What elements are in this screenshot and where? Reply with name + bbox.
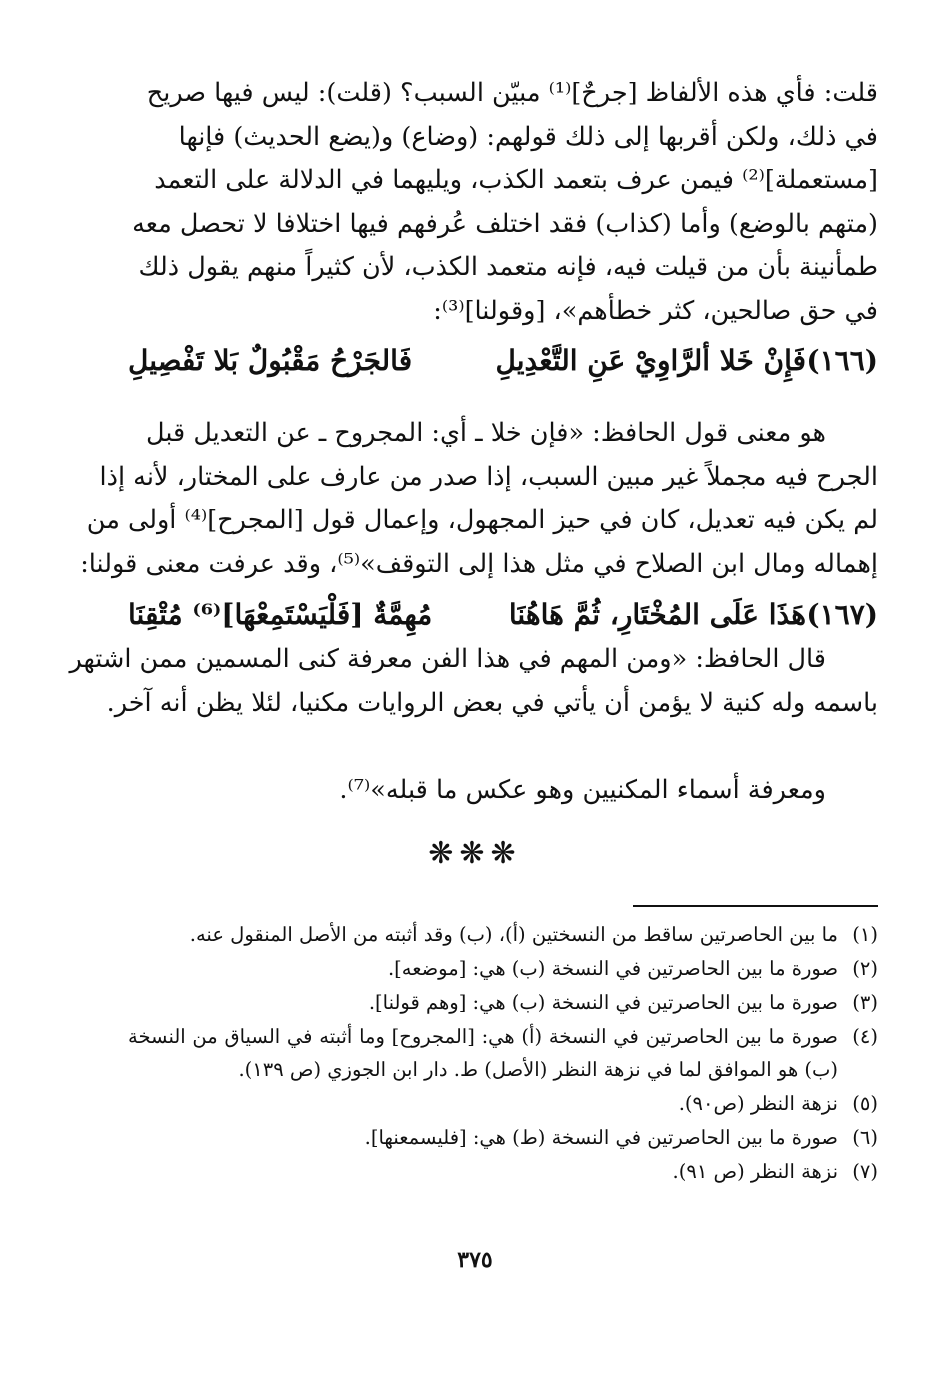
footnote-divider	[633, 905, 878, 907]
footnote-number: (٣)	[852, 991, 878, 1014]
text-line: الجرح فيه مجملاً غير مبين السبب، إذا صدر من عارف على المختار، لأنه إذا	[99, 461, 878, 492]
text-line: طمأنينة بأن من قيلت فيه، فإنه متعمد الكذب، لأن كثيراً منهم يقول ذلك	[138, 252, 878, 283]
text-line: في ذلك، ولكن أقربها إلى ذلك قولهم: (وضاع) و(يضع الحديث) فإنها	[178, 121, 878, 152]
footnote-text: صورة ما بين الحاصرتين في النسخة (ب) هي: [موضعه].	[387, 957, 838, 980]
footnote-text: نزهة النظر (ص٩٠).	[678, 1092, 838, 1115]
footnote-text: صورة ما بين الحاصرتين في النسخة (ب) هي: [وهم قولنا].	[368, 991, 838, 1014]
text-line: قال الحافظ: «ومن المهم في هذا الفن معرفة كنى المسمين ممن اشتهر	[69, 644, 826, 674]
footnote-3	[128, 986, 878, 1019]
text-line: في حق صالحين، كثر خطأهم»، [وقولنا]⁽³⁾:	[433, 295, 878, 326]
footnote-number: (١)	[852, 923, 878, 946]
footnote-number: (٦)	[852, 1126, 878, 1149]
paragraph-1	[128, 72, 878, 334]
paragraph-4	[128, 768, 878, 812]
text-line: (متهم بالوضع) وأما (كذاب) فقد اختلف عُرفهم فيها اختلافا لا تحصل معه	[132, 208, 878, 239]
footnote-7	[128, 1155, 878, 1188]
footnote-number: (٢)	[852, 957, 878, 980]
verse-second-hemistich: فَالجَرْحُ مَقْبُولٌ بَلا تَفْصِيلِ	[128, 344, 413, 377]
footnote-6	[128, 1121, 878, 1154]
verse-166	[128, 344, 878, 394]
paragraph-2	[80, 412, 878, 586]
footnotes	[128, 918, 878, 1189]
text-line: [مستعملة]⁽²⁾ فيمن عرف بتعمد الكذب، ويليهما في الدلالة على التعمد	[154, 165, 878, 196]
footnote-5	[128, 1087, 878, 1120]
text-line: لم يكن فيه تعديل، كان في حيز المجهول، وإعمال قول [المجرح]⁽⁴⁾ أولى من	[86, 505, 878, 536]
section-separator: ❋❋❋	[428, 836, 522, 871]
footnote-text: نزهة النظر (ص ٩١).	[672, 1160, 838, 1183]
verse-second-hemistich: مُهِمَّةٌ [فَلْيَسْتَمِعْهَا]⁽⁶⁾ مُتْقِنَا	[128, 598, 433, 631]
footnote-4	[128, 1020, 878, 1086]
text-line: هو معنى قول الحافظ: «فإن خلا ـ أي: المجروح ـ عن التعديل قبل	[146, 418, 826, 448]
footnote-number: (٥)	[852, 1092, 878, 1115]
text-line: إهماله ومال ابن الصلاح في مثل هذا إلى التوقف»⁽⁵⁾، وقد عرفت معنى قولنا:	[80, 548, 878, 579]
footnote-number: (٤)	[852, 1025, 878, 1048]
footnote-1	[128, 918, 878, 951]
footnote-2	[128, 952, 878, 985]
verse-first-hemistich: هَذَا عَلَى المُخْتَارِ، ثُمَّ هَاهُنَا	[508, 598, 806, 631]
text-line: قلت: فأي هذه الألفاظ [جرحٌ]⁽¹⁾ مبيّن السبب؟ (قلت): ليس فيها صريح	[146, 78, 878, 108]
footnote-text: ما بين الحاصرتين ساقط من النسختين (أ)، (ب) وقد أثبته من الأصل المنقول عنه.	[189, 923, 838, 946]
footnote-text: صورة ما بين الحاصرتين في النسخة (ط) هي: [فليسمعنها].	[364, 1126, 838, 1149]
page-number: ٣٧٥	[457, 1247, 493, 1273]
footnote-number: (٧)	[852, 1160, 878, 1183]
paragraph-3	[69, 637, 878, 725]
text-line: باسمه وله كنية لا يؤمن أن يأتي في بعض الروايات مكنيا، لئلا يظن أنه آخر.	[106, 688, 878, 718]
text-line: ومعرفة أسماء المكنيين وهو عكس ما قبله»⁽⁷⁾.	[339, 775, 826, 805]
verse-first-hemistich: فَإِنْ خَلا ألرَّاوِيْ عَنِ التَّعْدِيلِ	[495, 344, 806, 377]
verse-number: (١٦٦)	[806, 344, 878, 377]
footnote-text: صورة ما بين الحاصرتين في النسخة (أ) هي: [المجروح] وما أثبته في السياق من النسخة (ب) هو الموافق لما في نزهة النظر (الأصل) ط. دار ابن الجوزي (ص ١٣٩).	[128, 1025, 838, 1081]
verse-number: (١٦٧)	[806, 598, 878, 631]
